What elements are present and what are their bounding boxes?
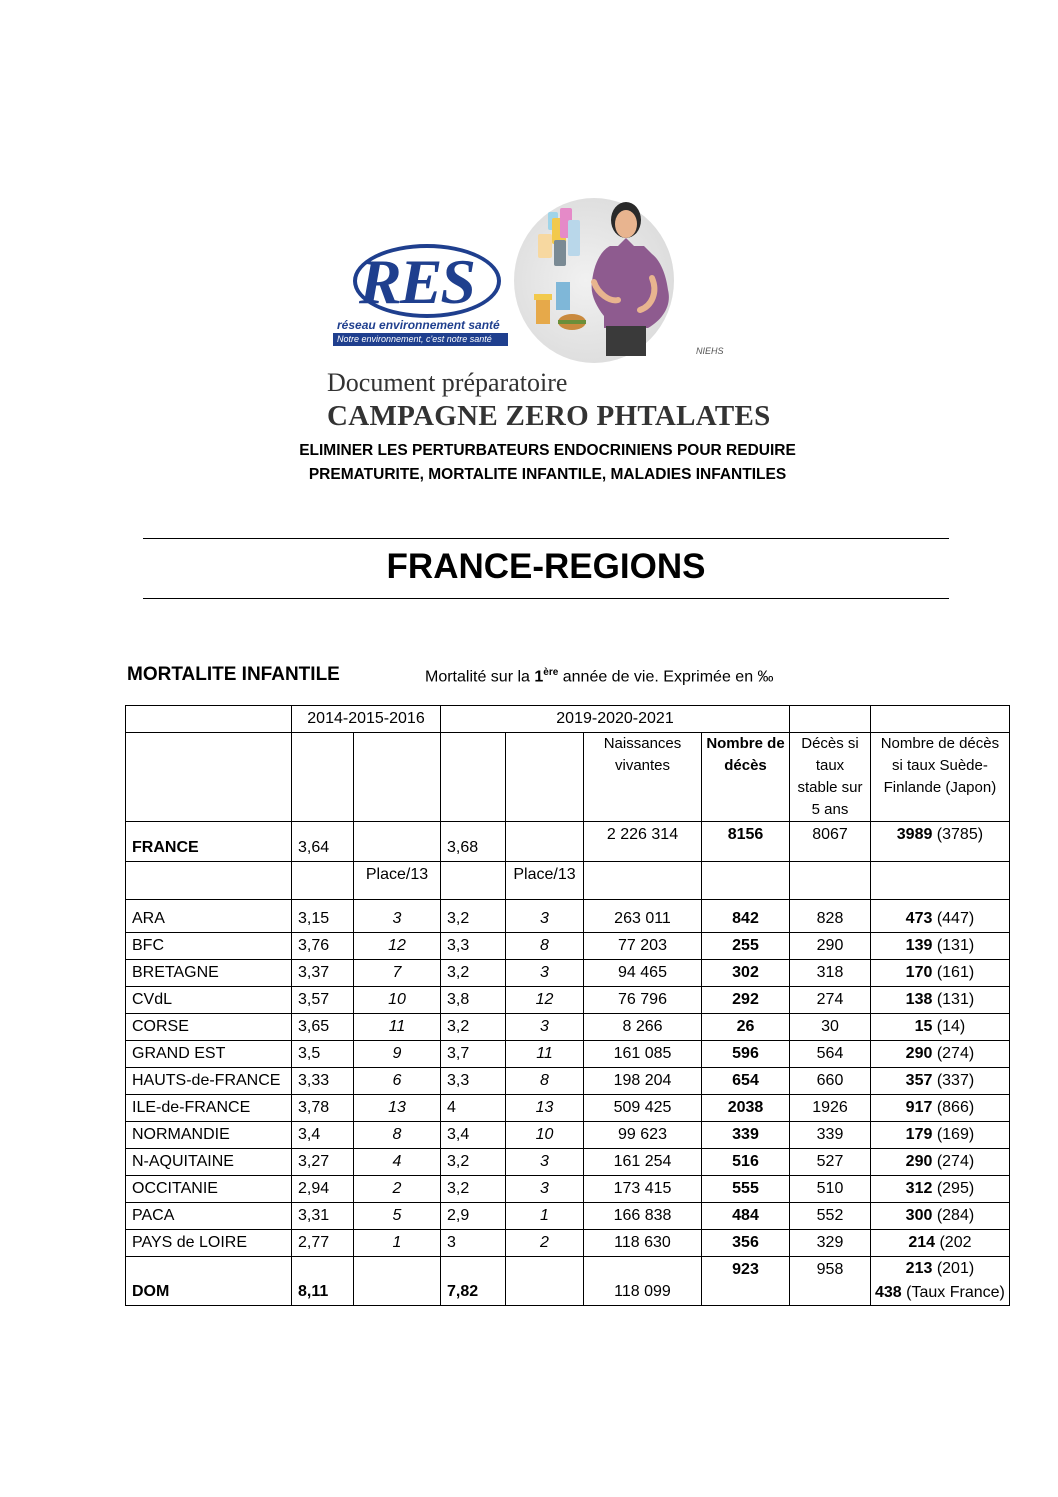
births-header: Naissances vivantes <box>584 733 702 822</box>
deaths: 596 <box>702 1041 790 1068</box>
france-rate-2: 3,68 <box>441 822 506 862</box>
deaths: 2038 <box>702 1095 790 1122</box>
rate-2019-2021: 3,2 <box>441 1014 506 1041</box>
france-stable: 8067 <box>790 822 871 862</box>
place-2019-2021: 1 <box>506 1203 584 1230</box>
sweden-finland-deaths: 138 (131) <box>871 987 1010 1014</box>
place-2019-2021: 10 <box>506 1122 584 1149</box>
rate-2019-2021: 2,9 <box>441 1203 506 1230</box>
deaths: 26 <box>702 1014 790 1041</box>
sweden-finland-deaths: 312 (295) <box>871 1176 1010 1203</box>
rate-2019-2021: 3,7 <box>441 1041 506 1068</box>
dom-rate-1: 8,11 <box>292 1257 354 1306</box>
section-title: MORTALITE INFANTILE <box>127 664 340 685</box>
region-name: N-AQUITAINE <box>126 1149 292 1176</box>
table-row <box>126 960 1010 987</box>
region-name: NORMANDIE <box>126 1122 292 1149</box>
rate-2019-2021: 4 <box>441 1095 506 1122</box>
dom-label: DOM <box>126 1257 292 1306</box>
table-row <box>126 1014 1010 1041</box>
period-1-header: 2014-2015-2016 <box>292 706 441 733</box>
deaths: 292 <box>702 987 790 1014</box>
place-header-row <box>126 862 1010 900</box>
dom-stable: 958 <box>790 1257 871 1306</box>
table-row <box>126 900 1010 933</box>
deaths: 555 <box>702 1176 790 1203</box>
births: 263 011 <box>584 900 702 933</box>
france-sf: 3989 (3785) <box>871 822 1010 862</box>
region-rows <box>126 900 1010 1257</box>
sweden-finland-deaths: 917 (866) <box>871 1095 1010 1122</box>
place-2014-2016: 10 <box>354 987 441 1014</box>
deaths: 255 <box>702 933 790 960</box>
births: 76 796 <box>584 987 702 1014</box>
stable-rate-deaths: 828 <box>790 900 871 933</box>
rate-2014-2016: 3,33 <box>292 1068 354 1095</box>
deaths-header: Nombre de décès <box>702 733 790 822</box>
sweden-finland-deaths: 15 (14) <box>871 1014 1010 1041</box>
illustration-credit: NIEHS <box>696 346 724 356</box>
region-name: BFC <box>126 933 292 960</box>
births: 118 630 <box>584 1230 702 1257</box>
rate-2019-2021: 3,3 <box>441 1068 506 1095</box>
table-row <box>126 933 1010 960</box>
mortality-table <box>125 705 1010 1306</box>
rate-2019-2021: 3,2 <box>441 1176 506 1203</box>
rate-2014-2016: 3,76 <box>292 933 354 960</box>
sweden-finland-deaths: 179 (169) <box>871 1122 1010 1149</box>
region-name: ILE-de-FRANCE <box>126 1095 292 1122</box>
rate-2019-2021: 3,2 <box>441 1149 506 1176</box>
sweden-finland-deaths: 214 (202 <box>871 1230 1010 1257</box>
place-header-2: Place/13 <box>506 862 584 900</box>
deaths: 516 <box>702 1149 790 1176</box>
rate-2014-2016: 2,77 <box>292 1230 354 1257</box>
logo-tagline: Notre environnement, c'est notre santé <box>333 333 508 346</box>
table-row <box>126 1095 1010 1122</box>
sweden-finland-deaths: 139 (131) <box>871 933 1010 960</box>
place-header-1: Place/13 <box>354 862 441 900</box>
place-2019-2021: 2 <box>506 1230 584 1257</box>
document-type: Document préparatoire <box>327 368 568 397</box>
place-2014-2016: 12 <box>354 933 441 960</box>
deaths: 339 <box>702 1122 790 1149</box>
stable-rate-deaths: 510 <box>790 1176 871 1203</box>
place-2019-2021: 12 <box>506 987 584 1014</box>
table-row <box>126 1041 1010 1068</box>
place-2019-2021: 3 <box>506 900 584 933</box>
france-label: FRANCE <box>126 822 292 862</box>
region-name: PAYS de LOIRE <box>126 1230 292 1257</box>
place-2014-2016: 7 <box>354 960 441 987</box>
region-name: GRAND EST <box>126 1041 292 1068</box>
births: 509 425 <box>584 1095 702 1122</box>
period-2-header: 2019-2020-2021 <box>441 706 790 733</box>
births: 166 838 <box>584 1203 702 1230</box>
place-2014-2016: 2 <box>354 1176 441 1203</box>
france-row <box>126 822 1010 862</box>
sweden-finland-deaths: 170 (161) <box>871 960 1010 987</box>
place-2014-2016: 4 <box>354 1149 441 1176</box>
place-2014-2016: 3 <box>354 900 441 933</box>
stable-rate-deaths: 1926 <box>790 1095 871 1122</box>
rate-2014-2016: 3,31 <box>292 1203 354 1230</box>
rate-2019-2021: 3 <box>441 1230 506 1257</box>
rate-2014-2016: 3,15 <box>292 900 354 933</box>
births: 77 203 <box>584 933 702 960</box>
subtitle-line-2: PREMATURITE, MORTALITE INFANTILE, MALADIES INFANTILES <box>308 466 787 483</box>
births: 161 085 <box>584 1041 702 1068</box>
region-name: ARA <box>126 900 292 933</box>
subtitle-line-1: ELIMINER LES PERTURBATEURS ENDOCRINIENS POUR REDUIRE <box>299 442 796 459</box>
table-row <box>126 1176 1010 1203</box>
table-row <box>126 1230 1010 1257</box>
table-row <box>126 1203 1010 1230</box>
births: 8 266 <box>584 1014 702 1041</box>
rate-2014-2016: 3,78 <box>292 1095 354 1122</box>
place-2019-2021: 3 <box>506 1149 584 1176</box>
stable-rate-header: Décès si taux stable sur 5 ans <box>790 733 871 822</box>
rate-2014-2016: 3,65 <box>292 1014 354 1041</box>
region-name: HAUTS-de-FRANCE <box>126 1068 292 1095</box>
sweden-finland-deaths: 290 (274) <box>871 1041 1010 1068</box>
place-2014-2016: 6 <box>354 1068 441 1095</box>
rate-2019-2021: 3,8 <box>441 987 506 1014</box>
dom-sf: 213 (201) 438 (Taux France) <box>871 1257 1010 1306</box>
stable-rate-deaths: 552 <box>790 1203 871 1230</box>
deaths: 356 <box>702 1230 790 1257</box>
dom-deaths: 923 <box>702 1257 790 1306</box>
place-2019-2021: 8 <box>506 933 584 960</box>
sweden-finland-deaths: 357 (337) <box>871 1068 1010 1095</box>
rate-2014-2016: 3,4 <box>292 1122 354 1149</box>
rate-2019-2021: 3,4 <box>441 1122 506 1149</box>
deaths: 302 <box>702 960 790 987</box>
campaign-title: CAMPAGNE ZERO PHTALATES <box>327 400 771 432</box>
place-2019-2021: 3 <box>506 1176 584 1203</box>
rate-2014-2016: 3,27 <box>292 1149 354 1176</box>
place-2014-2016: 8 <box>354 1122 441 1149</box>
place-2019-2021: 3 <box>506 960 584 987</box>
place-2019-2021: 3 <box>506 1014 584 1041</box>
stable-rate-deaths: 564 <box>790 1041 871 1068</box>
births: 161 254 <box>584 1149 702 1176</box>
births: 173 415 <box>584 1176 702 1203</box>
logo-letters: RES <box>359 246 474 317</box>
place-2014-2016: 9 <box>354 1041 441 1068</box>
dom-births: 118 099 <box>584 1257 702 1306</box>
deaths: 654 <box>702 1068 790 1095</box>
logo-name: réseau environnement santé <box>337 318 500 332</box>
france-rate-1: 3,64 <box>292 822 354 862</box>
place-2019-2021: 13 <box>506 1095 584 1122</box>
period-header-row <box>126 706 1010 733</box>
sweden-finland-header: Nombre de décès si taux Suède-Finlande (Japon) <box>871 733 1010 822</box>
stable-rate-deaths: 527 <box>790 1149 871 1176</box>
section-note: Mortalité sur la 1ère année de vie. Exprimée en ‰ <box>425 667 774 686</box>
rate-2019-2021: 3,3 <box>441 933 506 960</box>
rate-2019-2021: 3,2 <box>441 900 506 933</box>
res-logo <box>333 238 513 346</box>
dom-rate-2: 7,82 <box>441 1257 506 1306</box>
stable-rate-deaths: 339 <box>790 1122 871 1149</box>
place-2014-2016: 1 <box>354 1230 441 1257</box>
place-2019-2021: 8 <box>506 1068 584 1095</box>
divider-top <box>143 538 949 539</box>
stable-rate-deaths: 660 <box>790 1068 871 1095</box>
table-row <box>126 1068 1010 1095</box>
region-name: BRETAGNE <box>126 960 292 987</box>
rate-2014-2016: 2,94 <box>292 1176 354 1203</box>
table-row <box>126 1122 1010 1149</box>
region-name: CVdL <box>126 987 292 1014</box>
sweden-finland-deaths: 300 (284) <box>871 1203 1010 1230</box>
region-name: OCCITANIE <box>126 1176 292 1203</box>
place-2014-2016: 5 <box>354 1203 441 1230</box>
rate-2014-2016: 3,37 <box>292 960 354 987</box>
rate-2019-2021: 3,2 <box>441 960 506 987</box>
stable-rate-deaths: 290 <box>790 933 871 960</box>
sweden-finland-deaths: 290 (274) <box>871 1149 1010 1176</box>
france-births: 2 226 314 <box>584 822 702 862</box>
deaths: 842 <box>702 900 790 933</box>
table-row <box>126 1149 1010 1176</box>
births: 198 204 <box>584 1068 702 1095</box>
stable-rate-deaths: 318 <box>790 960 871 987</box>
deaths: 484 <box>702 1203 790 1230</box>
births: 94 465 <box>584 960 702 987</box>
stable-rate-deaths: 274 <box>790 987 871 1014</box>
place-2014-2016: 13 <box>354 1095 441 1122</box>
column-header-row <box>126 733 1010 822</box>
dom-row <box>126 1257 1010 1306</box>
rate-2014-2016: 3,5 <box>292 1041 354 1068</box>
divider-bottom <box>143 598 949 599</box>
region-name: CORSE <box>126 1014 292 1041</box>
rate-2014-2016: 3,57 <box>292 987 354 1014</box>
region-name: PACA <box>126 1203 292 1230</box>
pregnant-woman-icon <box>514 198 689 363</box>
place-2019-2021: 11 <box>506 1041 584 1068</box>
sweden-finland-deaths: 473 (447) <box>871 900 1010 933</box>
place-2014-2016: 11 <box>354 1014 441 1041</box>
pregnant-woman-illustration <box>514 198 689 363</box>
stable-rate-deaths: 30 <box>790 1014 871 1041</box>
stable-rate-deaths: 329 <box>790 1230 871 1257</box>
table-row <box>126 987 1010 1014</box>
region-title: FRANCE-REGIONS <box>386 547 706 586</box>
births: 99 623 <box>584 1122 702 1149</box>
france-deaths: 8156 <box>702 822 790 862</box>
